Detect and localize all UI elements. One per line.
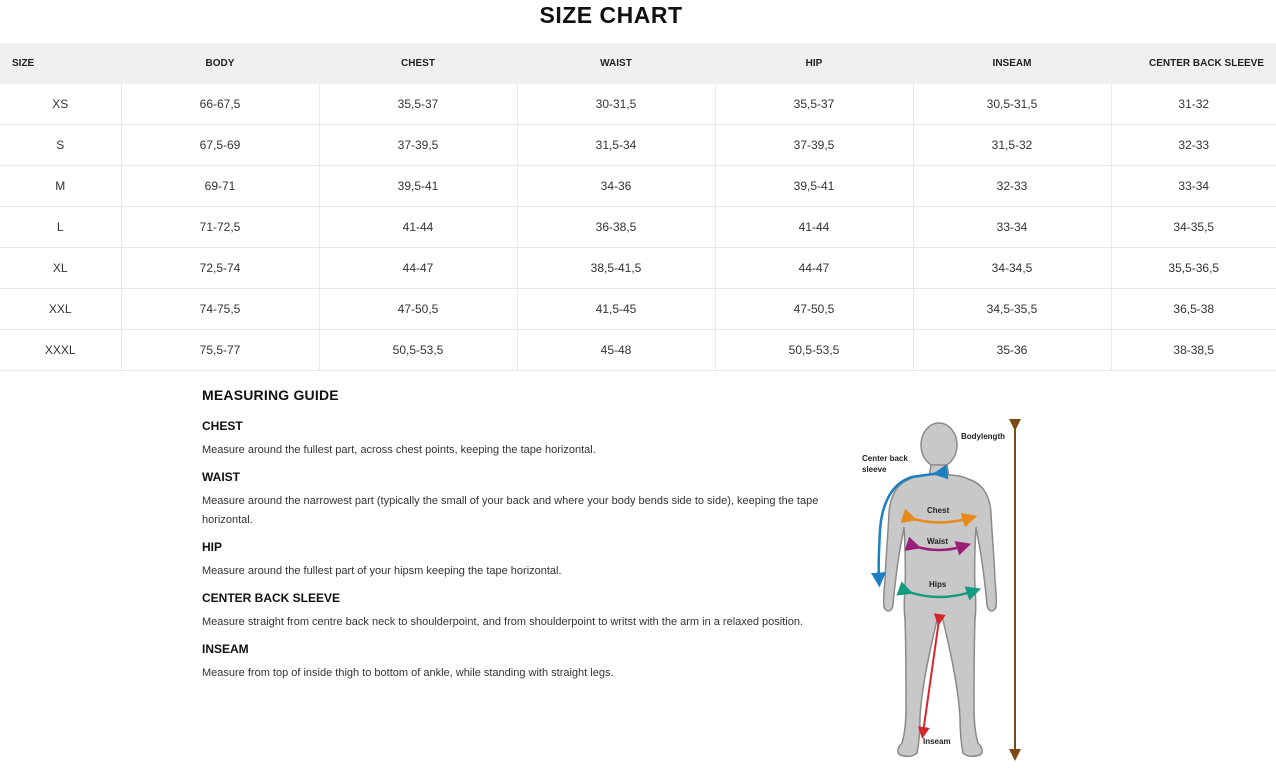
guide-item-text: Measure around the fullest part of your hipsm keeping the tape horizontal.: [202, 565, 562, 577]
table-cell: 45-48: [517, 330, 715, 371]
table-cell: 35,5-36,5: [1111, 248, 1276, 289]
guide-item-inseam: [202, 642, 842, 683]
size-cell: XXL: [0, 289, 121, 330]
table-cell: 41-44: [715, 207, 913, 248]
waist-label: Waist: [927, 537, 949, 546]
body-measurement-figure: [850, 415, 1030, 765]
table-cell: 75,5-77: [121, 330, 319, 371]
header-waist: WAIST: [517, 43, 715, 84]
table-row: [0, 248, 1276, 289]
table-cell: 33-34: [1111, 166, 1276, 207]
guide-item-text: Measure straight from centre back neck to shoulderpoint, and from shoulderpoint to writst with the arm in a relaxed position.: [202, 616, 804, 628]
table-cell: 34,5-35,5: [913, 289, 1111, 330]
size-cell: L: [0, 207, 121, 248]
guide-item-title: INSEAM: [202, 642, 249, 656]
table-cell: 39,5-41: [319, 166, 517, 207]
hips-label: Hips: [929, 580, 947, 589]
table-cell: 36,5-38: [1111, 289, 1276, 330]
bodylength-label: Bodylength: [961, 432, 1005, 441]
table-cell: 35-36: [913, 330, 1111, 371]
table-cell: 33-34: [913, 207, 1111, 248]
table-cell: 30,5-31,5: [913, 84, 1111, 125]
center-back-sleeve-label-line1: Center back: [862, 454, 908, 463]
size-table: [0, 43, 1276, 371]
header-hip: HIP: [715, 43, 913, 84]
table-cell: 35,5-37: [319, 84, 517, 125]
table-cell: 34-36: [517, 166, 715, 207]
size-cell: XS: [0, 84, 121, 125]
table-cell: 69-71: [121, 166, 319, 207]
table-cell: 41,5-45: [517, 289, 715, 330]
table-cell: 74-75,5: [121, 289, 319, 330]
table-cell: 31-32: [1111, 84, 1276, 125]
table-cell: 34-35,5: [1111, 207, 1276, 248]
table-cell: 50,5-53,5: [319, 330, 517, 371]
table-cell: 67,5-69: [121, 125, 319, 166]
size-cell: M: [0, 166, 121, 207]
guide-item-text: Measure from top of inside thigh to bottom of ankle, while standing with straight legs.: [202, 667, 614, 679]
table-cell: 30-31,5: [517, 84, 715, 125]
table-cell: 50,5-53,5: [715, 330, 913, 371]
size-cell: S: [0, 125, 121, 166]
table-row: [0, 289, 1276, 330]
header-body: BODY: [121, 43, 319, 84]
guide-item-title: CHEST: [202, 419, 243, 433]
guide-item-text: Measure around the fullest part, across chest points, keeping the tape horizontal.: [202, 444, 596, 456]
guide-item-waist: [202, 470, 842, 530]
table-cell: 47-50,5: [715, 289, 913, 330]
guide-item-title: CENTER BACK SLEEVE: [202, 591, 341, 605]
table-cell: 39,5-41: [715, 166, 913, 207]
table-cell: 37-39,5: [319, 125, 517, 166]
table-body: [0, 84, 1276, 371]
table-cell: 41-44: [319, 207, 517, 248]
table-cell: 32-33: [1111, 125, 1276, 166]
table-cell: 72,5-74: [121, 248, 319, 289]
guide-item-chest: [202, 419, 842, 460]
header-center-back-sleeve: CENTER BACK SLEEVE: [1111, 43, 1276, 84]
guide-heading: MEASURING GUIDE: [202, 387, 339, 403]
table-cell: 35,5-37: [715, 84, 913, 125]
table-row: [0, 84, 1276, 125]
header-inseam: INSEAM: [913, 43, 1111, 84]
table-cell: 31,5-32: [913, 125, 1111, 166]
table-cell: 34-34,5: [913, 248, 1111, 289]
table-row: [0, 166, 1276, 207]
measuring-guide: [202, 387, 842, 693]
table-cell: 38,5-41,5: [517, 248, 715, 289]
chest-label: Chest: [927, 506, 950, 515]
inseam-label: Inseam: [923, 737, 951, 746]
guide-item-title: HIP: [202, 540, 223, 554]
header-chest: CHEST: [319, 43, 517, 84]
guide-item-text: Measure around the narrowest part (typically the small of your back and where your body bends side to side), keeping the tape horizontal.: [202, 495, 819, 526]
table-cell: 44-47: [319, 248, 517, 289]
table-cell: 37-39,5: [715, 125, 913, 166]
table-row: [0, 207, 1276, 248]
table-cell: 66-67,5: [121, 84, 319, 125]
table-cell: 31,5-34: [517, 125, 715, 166]
page-title: SIZE CHART: [539, 2, 683, 28]
table-header-row: [0, 43, 1276, 84]
size-cell: XXXL: [0, 330, 121, 371]
table-cell: 47-50,5: [319, 289, 517, 330]
table-cell: 71-72,5: [121, 207, 319, 248]
header-size: SIZE: [0, 43, 121, 84]
table-cell: 32-33: [913, 166, 1111, 207]
guide-item-title: WAIST: [202, 470, 240, 484]
table-cell: 36-38,5: [517, 207, 715, 248]
table-cell: 44-47: [715, 248, 913, 289]
table-row: [0, 330, 1276, 371]
table-cell: 38-38,5: [1111, 330, 1276, 371]
size-cell: XL: [0, 248, 121, 289]
center-back-sleeve-label-line2: sleeve: [862, 465, 887, 474]
guide-item-center-back-sleeve: [202, 591, 842, 632]
guide-item-hip: [202, 540, 842, 581]
table-row: [0, 125, 1276, 166]
